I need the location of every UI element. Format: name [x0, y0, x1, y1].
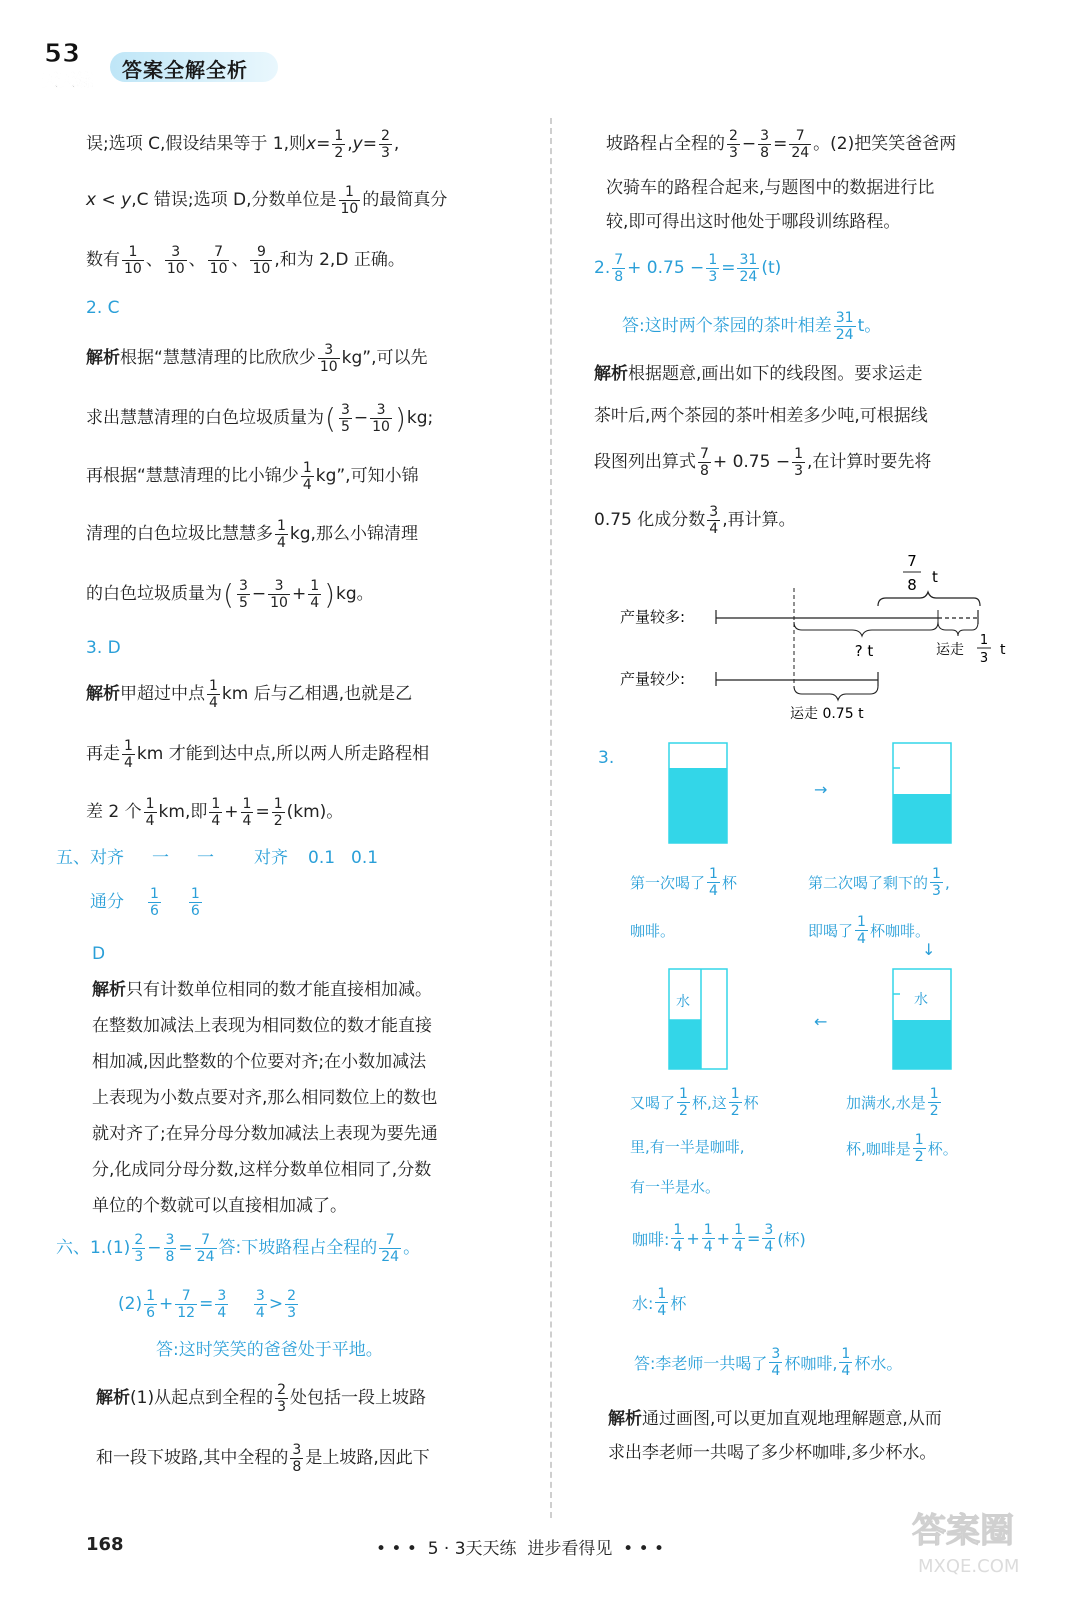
caption-3c: 有一半是水。 [630, 1178, 721, 1196]
fraction: $\frac{3}{4}$ [764, 1222, 774, 1256]
analysis-tag: 解析 [608, 1409, 642, 1429]
text: 的最简真分 [362, 190, 448, 211]
q3-label: 3. D [86, 638, 121, 658]
text: 数有 [86, 250, 120, 271]
fraction: $\frac{1}{4}$ [734, 1222, 743, 1256]
text: 、 [145, 250, 163, 271]
page-number: 168 [86, 1534, 124, 1555]
fraction: 1 4 [302, 460, 312, 494]
q2-label: 2. C [86, 298, 120, 318]
right-analysis-4: 0.75 化成分数 3 4 ,再计算。 [594, 504, 796, 538]
var-x: x [306, 134, 317, 155]
fraction: 1 4 [709, 866, 718, 900]
column-divider [550, 118, 552, 1518]
s5-analysis-6: 分,化成同分母分数,这样分数单位相同了,分数 [92, 1160, 432, 1180]
text: , [393, 134, 400, 155]
left-line-1 [86, 128, 399, 161]
fraction: 3 10 [166, 244, 185, 278]
diagram-away-label: 运走 [936, 642, 964, 658]
fraction: 1 4 [124, 738, 133, 772]
s6-analysis-2: 和一段下坡路,其中全程的 3 8 是上坡路,因此下 [96, 1442, 430, 1476]
diagram-q-label: ? t [854, 642, 874, 660]
fraction: 31 24 [835, 310, 854, 344]
coffee-calc: 咖啡: 1 4 + $\frac{1}{4}$ + $\frac{1}{4}$ = $\frac{3}{4}$ (杯) [632, 1222, 806, 1256]
fraction: 3 4 [255, 1288, 265, 1322]
svg-text:天天练: 天天练 [42, 71, 93, 91]
fraction: 1 4 [673, 1222, 683, 1256]
fraction: $\frac{1}{3}$ [794, 446, 803, 480]
svg-text:答案圈: 答案圈 [912, 1511, 1014, 1551]
cup-2 [892, 742, 952, 844]
diagram-top-frac-den: 8 [907, 576, 917, 594]
s6-analysis-1: 解析 (1)从起点到全程的 2 3 处包括一段上坡路 [96, 1382, 427, 1416]
diagram-top-brace [878, 592, 980, 606]
diagram-away-den: 3 [979, 651, 989, 666]
caption-3: 又喝了 1 2 杯,这 1 2 杯 [630, 1086, 759, 1120]
paren-close: ) [394, 401, 406, 435]
fraction: 1 3 [932, 866, 941, 900]
right-analysis-1: 解析 根据题意,画出如下的线段图。要求运走 [594, 364, 923, 384]
fraction: $\frac{1}{4}$ [242, 796, 252, 830]
fraction: 3 4 [709, 504, 719, 538]
diagram-less-brace [794, 686, 878, 700]
q3-line-3: 差 2 个 1 4 km,即 1 4 + $\frac{1}{4}$ = $\frac{1}{2}$ (km)。 [86, 796, 344, 830]
q2-line-1: 解析 根据“慧慧清理的比欣欣少 3 10 kg”,可以先 [86, 342, 428, 376]
text: ,和为 2,D 正确。 [274, 250, 405, 271]
s5-analysis-3: 相加减,因此整数的个位要对齐;在小数加减法 [92, 1052, 427, 1072]
s6-line-2: (2) 1 6 + $\frac{7}{12}$ = $\frac{3}{4}$ 3 4 > 2 3 [118, 1288, 296, 1322]
water-calc: 水: 1 4 杯 [632, 1286, 687, 1320]
fraction: 1 10 [340, 184, 359, 218]
s5-line-2: 通分 1 6 1 6 [90, 886, 200, 920]
s5-answer: D [92, 944, 106, 964]
fraction: $\frac{31}{24}$ [739, 252, 758, 286]
footer-slogan: • • • 5 · 3天天练 进步看得见 • • • [376, 1539, 665, 1559]
left-line-2 [86, 184, 447, 217]
fraction: $\frac{1}{2}$ [273, 796, 283, 830]
water-label: 水 [676, 994, 690, 1010]
fraction: $\frac{3}{4}$ [217, 1288, 227, 1322]
q3-line-1: 解析 甲超过中点 1 4 km 后与乙相遇,也就是乙 [86, 678, 413, 712]
fraction: 3 10 [319, 342, 338, 376]
analysis-tag: 解析 [594, 364, 628, 384]
diagram-away-num: 1 [979, 633, 989, 648]
coffee-fill [669, 768, 727, 843]
q2-line-3: 再根据“慧慧清理的比小锦少 1 4 kg”,可知小锦 [86, 460, 419, 494]
diagram-label-more: 产量较多: [620, 608, 686, 626]
water-label: 水 [914, 992, 928, 1008]
fraction: $\frac{1}{3}$ [708, 252, 718, 286]
caption-2: 第二次喝了剩下的 1 3 , [808, 866, 950, 900]
fraction: 1 6 [150, 886, 159, 920]
arrow-down-icon: ↓ [922, 940, 936, 959]
fraction: 1 4 [857, 914, 866, 948]
fraction: 7 10 [209, 244, 228, 278]
left-line-3 [86, 244, 405, 277]
s5-analysis-4: 上表现为小数点要对齐,那么相同数位上的数也 [92, 1088, 438, 1108]
fraction: 1 2 [730, 1086, 740, 1120]
fraction: 1 6 [146, 1288, 156, 1322]
arrow-right-icon: → [814, 780, 828, 799]
final-analysis-1: 解析 通过画图,可以更加直观地理解题意,从而 [608, 1404, 942, 1429]
caption-4b: 杯,咖啡是 1 2 杯。 [846, 1132, 958, 1166]
text: , [347, 134, 353, 155]
right-q2-answer: 答:这时两个茶园的茶叶相差 31 24 t。 [622, 310, 882, 344]
fraction: $\frac{1}{2}$ [334, 128, 344, 162]
fraction: $\frac{3}{10}$ [270, 578, 288, 612]
header-title: 答案全解全析 [122, 58, 248, 82]
coffee-fill [893, 794, 951, 843]
s6-line-1: 六、1. (1) 2 3 − $\frac{3}{8}$ = $\frac{7}{24}$ 答:下坡路程占全程的 7 24 。 [56, 1232, 421, 1266]
analysis-tag: 解析 [86, 684, 120, 705]
cup-1 [668, 742, 728, 844]
fraction: 1 10 [124, 244, 142, 278]
right-analysis-3: 段图列出算式 7 8 + 0.75 − $\frac{1}{3}$ ,在计算时要先将 [594, 446, 932, 480]
right-line-3: 较,即可得出这时他处于哪段训练路程。 [606, 212, 901, 232]
fraction: 3 8 [292, 1442, 302, 1476]
fraction: 2 3 [729, 128, 738, 162]
right-line-1: 坡路程占全程的 2 3 − $\frac{3}{8}$ = $\frac{7}{24}$ 。(2)把笑笑爸爸两 [606, 128, 957, 162]
fraction: 1 4 [209, 678, 218, 712]
text: = [316, 134, 331, 155]
analysis-tag: 解析 [96, 1388, 130, 1409]
arrow-left-icon: ← [814, 1012, 828, 1031]
fraction: 1 4 [145, 796, 155, 830]
text: = [362, 134, 377, 155]
text: 、 [188, 250, 206, 271]
text: x < y [86, 190, 132, 211]
caption-4: 加满水,水是 1 2 [846, 1086, 939, 1120]
fraction: $\frac{1}{4}$ [310, 578, 320, 612]
fraction: $\frac{3}{10}$ [372, 402, 390, 436]
fraction: 1 2 [679, 1086, 688, 1120]
fraction: 2 3 [287, 1288, 296, 1322]
svg-text:MXQE.COM: MXQE.COM [918, 1556, 1020, 1577]
q2-line-2: 求出慧慧清理的白色垃圾质量为 ( 3 5 − $\frac{3}{10}$ ) kg; [86, 401, 434, 436]
analysis-tag: 解析 [92, 980, 126, 1000]
diagram-top-frac-num: 7 [907, 552, 917, 570]
diagram-q-brace [794, 622, 938, 636]
svg-text:53: 53 [44, 39, 81, 69]
q3-number: 3. [598, 748, 615, 768]
right-analysis-2: 茶叶后,两个茶园的茶叶相差多少吨,可根据线 [594, 406, 928, 426]
fraction: 7 24 [381, 1232, 400, 1266]
fraction: 1 4 [841, 1346, 851, 1380]
s5-analysis-2: 在整数加减法上表现为相同数位的数才能直接 [92, 1016, 432, 1036]
fraction: $\frac{2}{3}$ [380, 128, 390, 162]
fraction: 2 3 [277, 1382, 287, 1416]
s5-analysis-5: 就对齐了;在异分母分数加减法上表现为要先通 [92, 1124, 438, 1144]
fraction: 2 3 [134, 1232, 144, 1266]
fraction: 7 8 [700, 446, 709, 480]
text: ,C 错误;选项 D,分数单位是 [131, 190, 337, 211]
text: 、 [231, 250, 249, 271]
diagram-away-075: 运走 0.75 t [790, 706, 864, 722]
cup-3 [668, 968, 728, 1070]
fraction: 1 4 [657, 1286, 667, 1320]
fraction: 9 10 [252, 244, 271, 278]
line-segment-diagram [620, 548, 1040, 728]
s5-analysis-7: 单位的个数就可以直接相加减了。 [92, 1196, 347, 1216]
fraction: $\frac{3}{8}$ [165, 1232, 175, 1266]
q2-line-5: 的白色垃圾质量为 ( 3 5 − $\frac{3}{10}$ + $\frac{1}{4}$ ) kg。 [86, 577, 374, 612]
caption-3b: 里,有一半是咖啡, [630, 1138, 745, 1156]
watermark-logo [908, 1500, 1058, 1580]
fraction: 3 5 [340, 402, 350, 436]
text: 误;选项 C,假设结果等于 1,则 [86, 134, 307, 155]
right-q2: 2. 7 8 + 0.75 − $\frac{1}{3}$ = $\frac{31}{24}$ (t) [594, 252, 782, 286]
fraction: 7 8 [614, 252, 624, 286]
diagram-label-less: 产量较少: [620, 670, 686, 688]
caption-2b: 即喝了 1 4 杯咖啡。 [808, 914, 930, 948]
s5-line-1: 五、 对齐 一 一 对齐 0.1 0.1 [56, 848, 379, 868]
diagram-top-unit: t [932, 568, 938, 586]
brand-logo [42, 36, 104, 92]
s6-answer-2: 答:这时笑笑的爸爸处于平地。 [156, 1340, 383, 1360]
fraction: 1 6 [190, 886, 200, 920]
fraction: $\frac{7}{24}$ [196, 1232, 215, 1266]
fraction: $\frac{7}{12}$ [177, 1288, 196, 1322]
fraction: 1 4 [277, 518, 286, 552]
caption-1: 第一次喝了 1 4 杯 [630, 866, 737, 900]
fraction: 3 5 [238, 578, 248, 612]
caption-1b: 咖啡。 [630, 922, 676, 940]
s5-analysis-1: 解析 只有计数单位相同的数才能直接相加减。 [92, 980, 432, 1000]
fraction: $\frac{7}{24}$ [791, 128, 810, 162]
q2-line-4: 清理的白色垃圾比慧慧多 1 4 kg,那么小锦清理 [86, 518, 418, 552]
var-y: y [352, 134, 363, 155]
q3-answer: 答:李老师一共喝了 3 4 杯咖啡, 1 4 杯水。 [634, 1346, 903, 1380]
fraction: 1 4 [211, 796, 221, 830]
q3-line-2: 再走 1 4 km 才能到达中点,所以两人所走路程相 [86, 738, 430, 772]
diagram-away-unit: t [1000, 642, 1006, 658]
fraction: 1 2 [929, 1086, 939, 1120]
fraction: $\frac{3}{8}$ [760, 128, 770, 162]
paren-open: ( [325, 401, 336, 435]
fraction: 3 4 [771, 1346, 781, 1380]
analysis-tag: 解析 [86, 348, 120, 369]
cup-4 [892, 968, 952, 1070]
fraction: 1 2 [914, 1132, 924, 1166]
fraction: $\frac{1}{4}$ [703, 1222, 713, 1256]
diagram-away-brace [938, 622, 978, 636]
right-line-2: 次骑车的路程合起来,与题图中的数据进行比 [606, 178, 935, 198]
final-analysis-2: 求出李老师一共喝了多少杯咖啡,多少杯水。 [608, 1443, 937, 1463]
